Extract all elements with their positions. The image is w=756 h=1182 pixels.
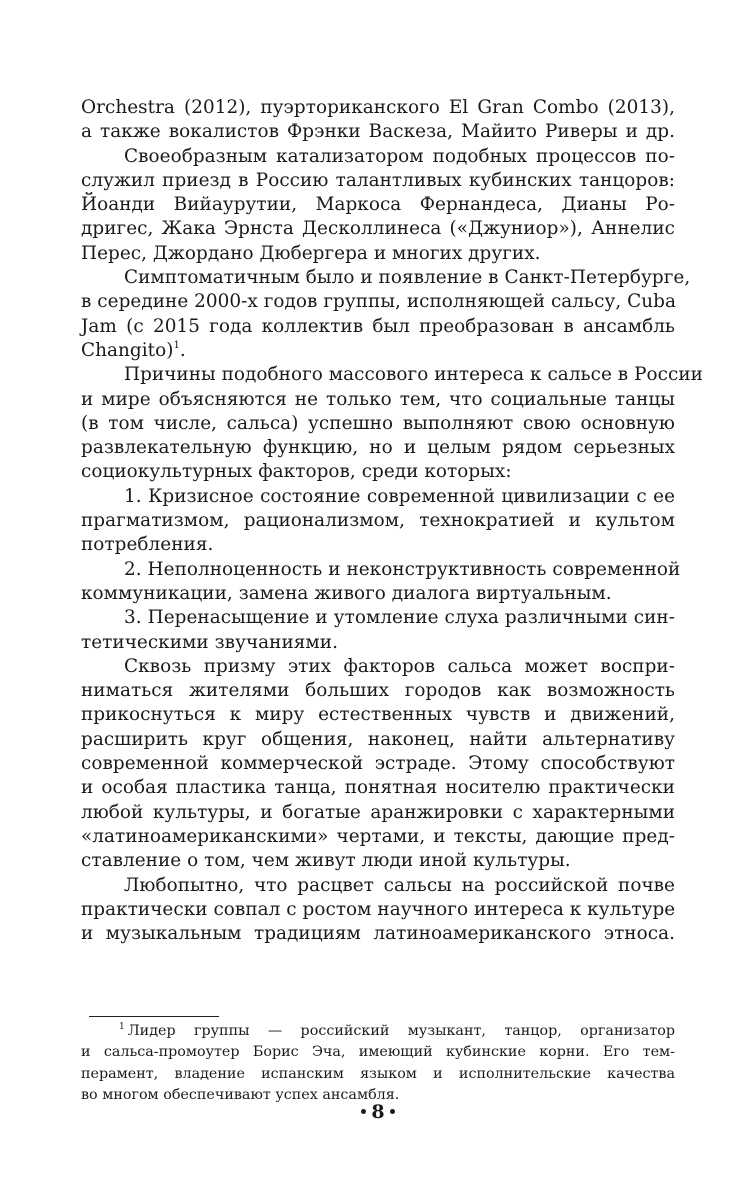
- paragraph-start-line: Любопытно, что расцвет сальсы на российской почве: [124, 874, 675, 896]
- footnote-text: Лидер группы — российский музыкант, танцор, организатор: [127, 1023, 675, 1039]
- text-line: коммуникации, замена живого диалога виртуальным.: [81, 582, 612, 604]
- footnote-line: и сальса-промоутер Борис Эча, имеющий кубинские корни. Его тем-: [81, 1044, 675, 1061]
- text-line: а также вокалистов Фрэнки Васкеза, Майито Риверы и др.: [81, 121, 675, 143]
- paragraph-start-line: Симптоматичным было и появление в Санкт-Петербурге,: [124, 267, 691, 289]
- list-item-line: 1. Кризисное состояние современной цивилизации с ее: [124, 485, 675, 507]
- footnote: [81, 1021, 675, 1107]
- list-item-line: 2. Неполноценность и неконструктивность современной: [124, 558, 681, 580]
- text-line: расширить круг общения, наконец, найти альтернативу: [81, 728, 675, 750]
- text-line: развлекательную функцию, но и целым рядом серьезных: [81, 437, 675, 459]
- text-line: и мире объясняются не только тем, что социальные танцы: [81, 388, 675, 410]
- text-line-with-footnote-ref: [81, 339, 675, 363]
- bullet-icon: [361, 1109, 366, 1114]
- text-line: служил приезд в Россию талантливых кубинских танцоров:: [81, 169, 675, 191]
- text-line: практически совпал с ростом научного интереса к культуре: [81, 898, 676, 920]
- text-line: потребления.: [81, 534, 214, 556]
- footnote-divider: [89, 1016, 219, 1017]
- page-number-value: 8: [371, 1101, 385, 1123]
- text-line: социокультурных факторов, среди которых:: [81, 461, 512, 483]
- footnote-line: [81, 1021, 675, 1042]
- footnote-line: перамент, владение испанским языком и исполнительские качества: [81, 1065, 675, 1082]
- text-line: и особая пластика танца, понятная носителю практически: [81, 777, 675, 799]
- main-text: [81, 96, 703, 946]
- text-line: прикоснуться к миру естественных чувств и движений,: [81, 704, 675, 726]
- paragraph-start-line: Своеобразным катализатором подобных процессов по-: [124, 145, 675, 167]
- text-line: любой культуры, и богатые аранжировки с характерными: [81, 801, 675, 823]
- text-line: тетическими звучаниями.: [81, 631, 338, 653]
- footnote-reference[interactable]: 1: [173, 339, 180, 351]
- bullet-icon: [390, 1109, 395, 1114]
- text-line: ставление о том, чем живут люди иной культуры.: [81, 850, 571, 872]
- footnote-line: во многом обеспечивают успех ансамбля.: [81, 1087, 400, 1104]
- text-line: (в том числе, сальса) успешно выполняют свою основную: [81, 412, 675, 434]
- footnote-marker: 1: [119, 1022, 125, 1032]
- paragraph-start-line: Сквозь призму этих факторов сальса может воспри-: [124, 655, 675, 677]
- text-line: и музыкальным традициям латиноамериканского этноса.: [81, 923, 675, 945]
- text-line: Orchestra (2012), пуэрториканского El Gran Combo (2013),: [81, 97, 675, 118]
- text-line: «латиноамериканскими» чертами, и тексты, дающие пред-: [81, 825, 675, 847]
- paragraph-start-line: Причины подобного массового интереса к сальсе в России: [124, 364, 703, 386]
- text-line: Йоанди Вийаурутии, Маркоса Фернандеса, Дианы Ро-: [81, 194, 675, 216]
- list-item-line: 3. Перенасыщение и утомление слуха различными син-: [124, 607, 675, 629]
- text-line: Перес, Джордано Дюбергера и многих других.: [81, 242, 541, 264]
- text-line: современной коммерческой эстраде. Этому способствуют: [81, 753, 675, 775]
- text-line: в середине 2000-х годов группы, исполняющей сальсу, Cuba: [81, 291, 676, 313]
- text-line: дригес, Жака Эрнста Десколлинеса («Джуниор»), Аннелис: [81, 218, 675, 240]
- text-fragment: .: [179, 339, 186, 361]
- text-fragment: Changito): [81, 339, 174, 361]
- page-number: [0, 1100, 756, 1124]
- text-line: ниматься жителями больших городов как возможность: [81, 680, 675, 702]
- text-line: прагматизмом, рационализмом, технократией и культом: [81, 510, 675, 532]
- text-line: Jam (с 2015 года коллектив был преобразован в ансамбль: [81, 315, 675, 337]
